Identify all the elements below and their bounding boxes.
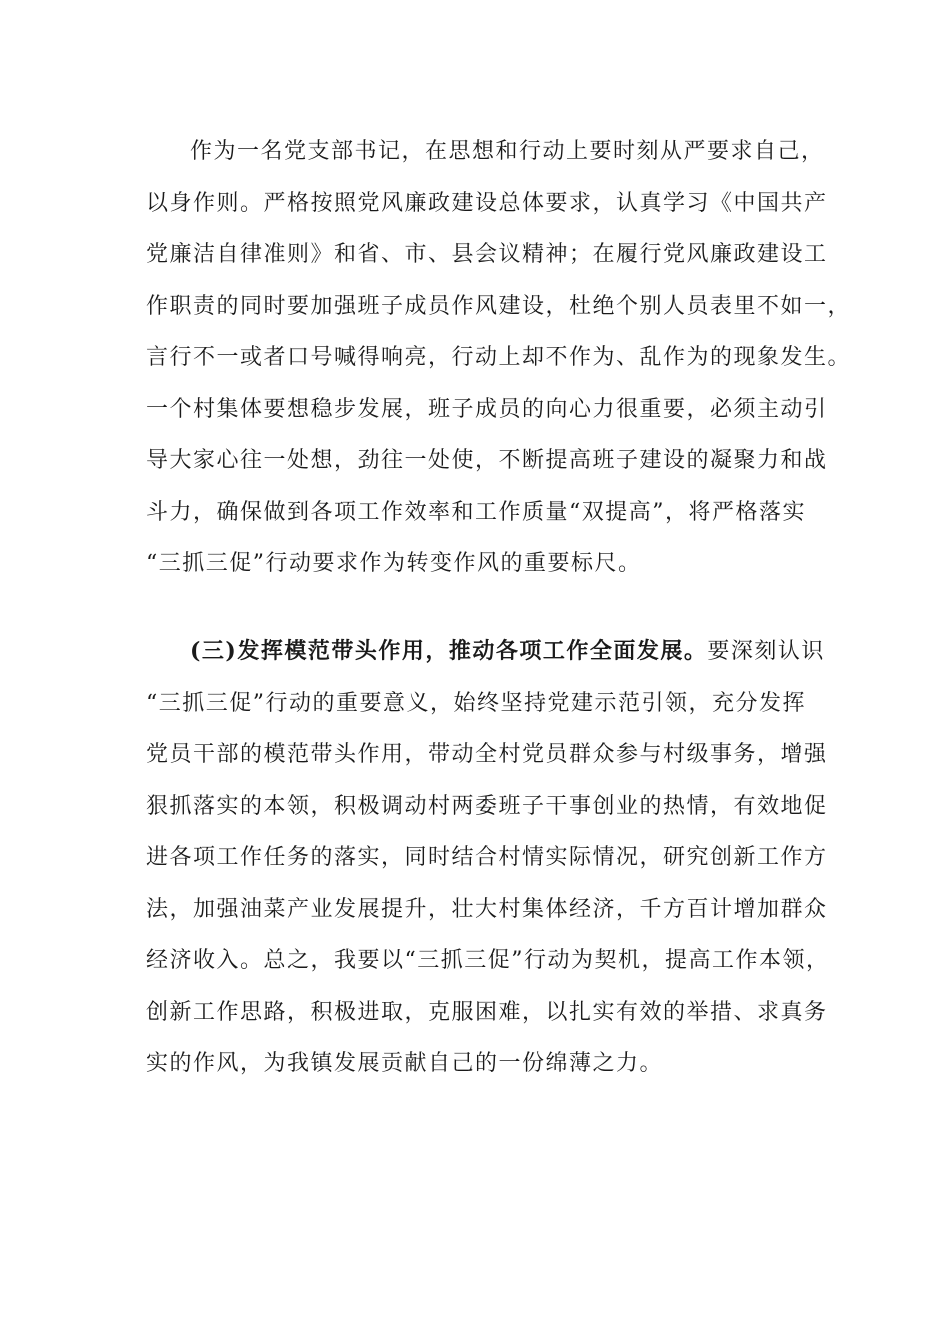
paragraph-line: 作职责的同时要加强班子成员作风建设，杜绝个别人员表里不如一， (146, 293, 852, 319)
heading-continuation: 要深刻认识 (707, 639, 825, 664)
section-heading: (三)发挥模范带头作用，推动各项工作全面发展。 (190, 638, 708, 664)
paragraph-line: 作为一名党支部书记，在思想和行动上要时刻从严要求自己， (190, 139, 825, 164)
paragraph-2 (146, 626, 830, 1090)
paragraph-line: “三抓三促”行动的重要意义，始终坚持党建示范引领，充分发挥 (146, 690, 806, 716)
paragraph-line: 导大家心往一处想，劲往一处使，不断提高班子建设的凝聚力和战 (146, 448, 828, 473)
paragraph-line: 实的作风，为我镇发展贡献自己的一份绵薄之力。 (146, 1051, 664, 1076)
paragraph-line: 党廉洁自律准则》和省、市、县会议精神；在履行党风廉政建设工 (146, 242, 828, 267)
paragraph-line: 斗力，确保做到各项工作效率和工作质量“双提高”，将严格落实 (146, 499, 806, 525)
paragraph-line: 以身作则。严格按照党风廉政建设总体要求，认真学习《中国共产 (146, 190, 828, 216)
paragraph-line: 一个村集体要想稳步发展，班子成员的向心力很重要，必须主动引 (146, 396, 828, 422)
paragraph-line: 党员干部的模范带头作用，带动全村党员群众参与村级事务，增强 (146, 742, 828, 767)
paragraph-line: 狠抓落实的本领，积极调动村两委班子干事创业的热情，有效地促 (146, 793, 828, 819)
paragraph-line: 言行不一或者口号喊得响亮，行动上却不作为、乱作为的现象发生。 (146, 345, 852, 370)
paragraph-line: 进各项工作任务的落实，同时结合村情实际情况，研究创新工作方 (146, 845, 828, 870)
paragraph-line: “三抓三促”行动要求作为转变作风的重要标尺。 (146, 551, 642, 576)
paragraph-line: 法，加强油菜产业发展提升，壮大村集体经济，千方百计增加群众 (146, 896, 828, 922)
paragraph-line: 创新工作思路，积极进取，克服困难，以扎实有效的举措、求真务 (146, 999, 828, 1025)
paragraph-1 (146, 126, 852, 590)
paragraph-first-line (146, 626, 826, 678)
paragraph-line: 经济收入。总之，我要以“三抓三促”行动为契机，提高工作本领， (146, 948, 830, 973)
